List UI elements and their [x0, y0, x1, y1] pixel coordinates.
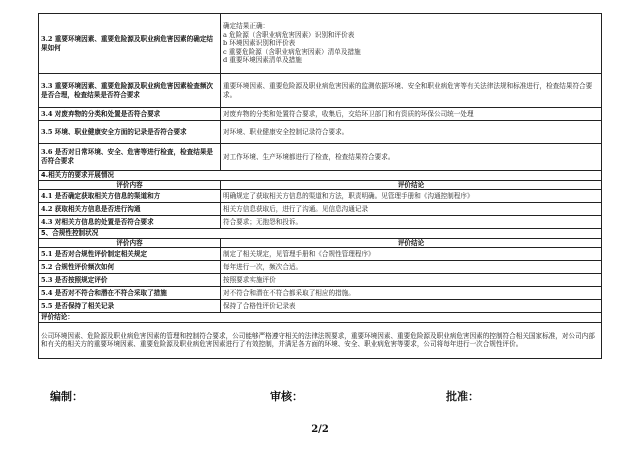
approved-label: 批准： — [446, 390, 479, 403]
result-cell: 保持了合格性评价记录表 — [221, 300, 602, 313]
result-cell: 重要环境因素、重要危险源及职业病危害因素的监测依据环境、安全和职业病危害等有关法律法规和标准进行，检查结果符合要求。 — [221, 74, 602, 108]
item-cell: 4.2 获取相关方信息是否进行沟通 — [39, 203, 221, 216]
result-cell: 对废弃物的分类和处置符合要求，收集后，交给环卫部门和有资质的环保公司统一处理 — [221, 108, 602, 121]
page-number: 2/2 — [311, 424, 329, 435]
column-header-item: 评价内容 — [39, 238, 221, 248]
reviewed-label: 审核： — [270, 390, 303, 403]
conclusion-text: 公司环境因素、危险源及职业病危害因素的管理和控制符合要求，公司能够严格遵守相关的法律法规要求，重要环境因素、重要危险源及职业病危害因素的控制符合相关国家标准，对公司内部和有关的相关方的重要环境因素、重要危险源及职业病危害因素进行了有效控制，并满足各方面的环境、安全、职业病危害等要求，公司将每年进行一次合规性评价。 — [39, 322, 602, 358]
item-cell: 3.2 重要环境因素、重要危险源及职业病危害因素的确定结果如何 — [39, 14, 221, 74]
result-line: c 重要危险源（含职业病危害因素）清单及措施 — [223, 47, 361, 56]
section-title: 5、合规性控制状况 — [39, 229, 602, 239]
table-row — [39, 274, 602, 287]
result-cell: 相关方信息获取后，进行了沟通。见信息沟通记录 — [221, 203, 602, 216]
conclusion-title: 评价结论： — [39, 313, 602, 323]
table-row — [39, 108, 602, 121]
section-5-header — [39, 229, 602, 239]
result-line: a 危险源（含职业病危害因素）识别和评价表 — [223, 30, 355, 39]
result-cell: 对工作环境、生产环境都进行了检查，检查结果符合要求。 — [221, 144, 602, 171]
table-row — [39, 14, 602, 74]
item-cell: 5.2 合规性评价频次如何 — [39, 261, 221, 274]
result-cell: 符合要求；无抱怨和投诉。 — [221, 216, 602, 229]
column-header-result: 评价结论 — [221, 180, 602, 190]
table-row — [39, 248, 602, 261]
conclusion-row — [39, 322, 602, 358]
item-cell: 4.1 是否确定获取相关方信息的渠道和方 — [39, 190, 221, 203]
item-cell: 3.4 对废弃物的分类和处置是否符合要求 — [39, 108, 221, 121]
result-cell — [221, 14, 602, 74]
item-cell: 5.1 是否对合规性评价制定相关规定 — [39, 248, 221, 261]
item-cell: 5.3 是否按照规定评价 — [39, 274, 221, 287]
table-row — [39, 74, 602, 108]
conclusion-header — [39, 313, 602, 323]
item-cell: 3.5 环境、职业健康安全方面的记录是否符合要求 — [39, 121, 221, 144]
table-row — [39, 216, 602, 229]
table-row — [39, 121, 602, 144]
column-header-result: 评价结论 — [221, 238, 602, 248]
table-row — [39, 190, 602, 203]
section-4-header — [39, 171, 602, 181]
item-cell: 3.6 是否对日常环境、安全、危害等进行检查，检查结果是否符合要求 — [39, 144, 221, 171]
result-cell: 明确规定了获取相关方信息的渠道和方法，职责明确。见管理手册和《沟通控制程序》 — [221, 190, 602, 203]
signoff-row — [38, 388, 601, 406]
item-cell: 3.3 重要环境因素、重要危险源及职业病危害因素检查频次是否合理，检查结果是否符合要求 — [39, 74, 221, 108]
table-row — [39, 203, 602, 216]
evaluation-sheet — [38, 13, 601, 359]
result-cell: 对环境、职业健康安全控制记录符合要求。 — [221, 121, 602, 144]
table-row — [39, 300, 602, 313]
result-line: d 重要环境因素清单及措施 — [223, 56, 302, 65]
result-cell: 对不符合和潜在不符合都采取了相应的措施。 — [221, 287, 602, 300]
result-cell: 每年进行一次，频次合适。 — [221, 261, 602, 274]
result-line: b 环境因素识别和评价表 — [223, 39, 296, 48]
item-cell: 4.3 对相关方信息的处置是否符合要求 — [39, 216, 221, 229]
result-line: 确定结果正确： — [223, 22, 270, 31]
evaluation-table — [38, 13, 602, 359]
section-title: 4.相关方的要求开展情况 — [39, 171, 602, 181]
table-row — [39, 287, 602, 300]
column-header-item: 评价内容 — [39, 180, 221, 190]
table-row — [39, 261, 602, 274]
compiled-label: 编制： — [50, 390, 83, 403]
item-cell: 5.4 是否对不符合和潜在不符合采取了措施 — [39, 287, 221, 300]
column-header-row — [39, 180, 602, 190]
result-cell: 制定了相关规定，见管理手册和《合规性管理程序》 — [221, 248, 602, 261]
table-row — [39, 144, 602, 171]
result-cell: 按照要求实施评价 — [221, 274, 602, 287]
column-header-row — [39, 238, 602, 248]
item-cell: 5.5 是否保持了相关记录 — [39, 300, 221, 313]
